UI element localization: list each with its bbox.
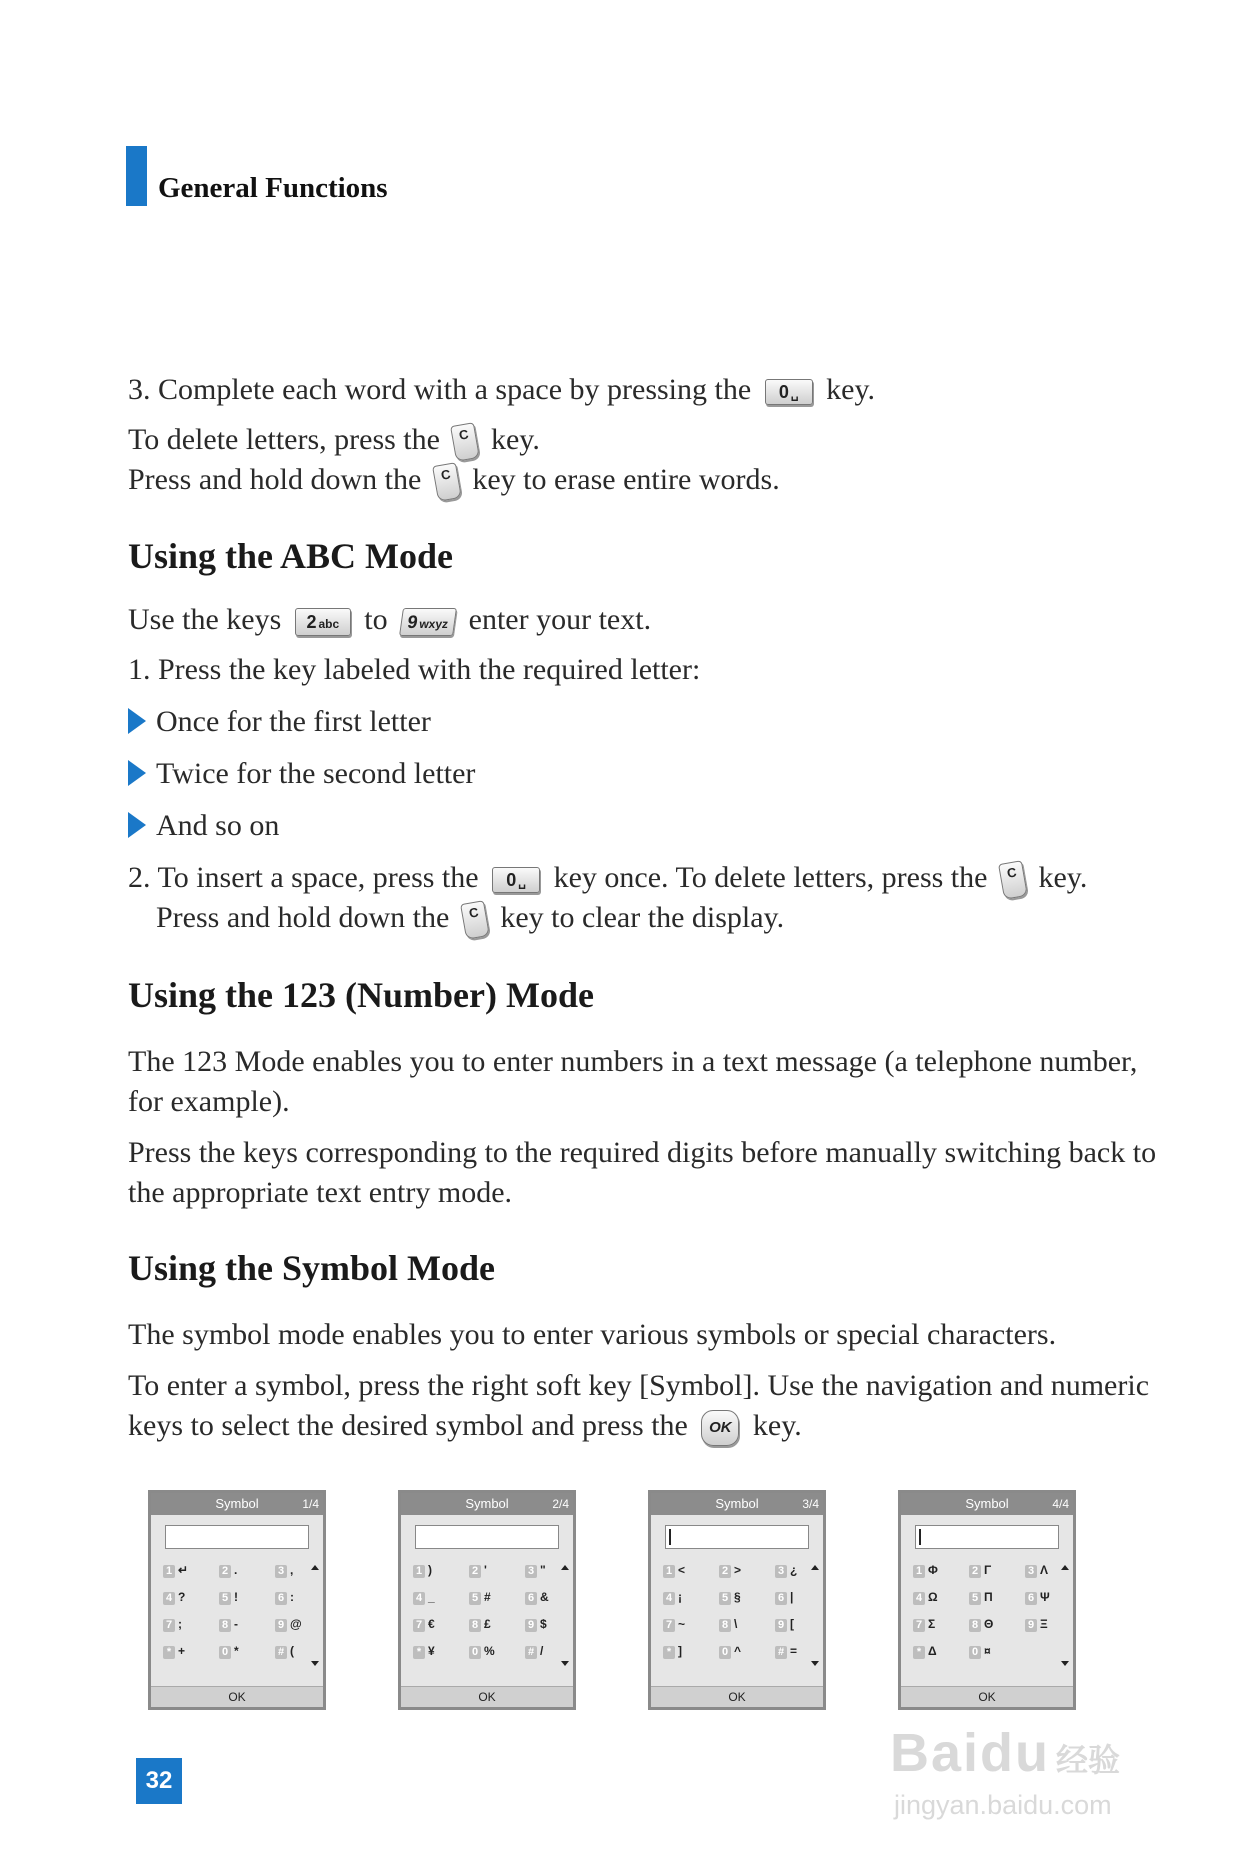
abc-step-2 <box>128 858 1087 898</box>
cell-symbol: . <box>234 1563 238 1577</box>
cell-symbol: < <box>678 1563 686 1577</box>
number-p1-l1: The 123 Mode enables you to enter numbers in a text message (a telephone number, <box>128 1045 1138 1078</box>
symbol-input[interactable] <box>915 1525 1059 1549</box>
symbol-cell[interactable] <box>663 1644 682 1659</box>
cell-key: # <box>275 1646 287 1659</box>
cell-key: 1 <box>163 1565 175 1578</box>
text: keys to select the desired symbol and press the <box>128 1409 688 1442</box>
symbol-cell[interactable] <box>469 1590 491 1605</box>
clear-key-icon: C <box>451 422 481 462</box>
cell-symbol: ↵ <box>178 1563 189 1577</box>
cell-key: 0 <box>469 1646 481 1659</box>
baidu-watermark <box>890 1722 1121 1820</box>
clear-key-icon: C <box>998 860 1028 900</box>
text-caret <box>669 1529 671 1545</box>
phone-title-bar <box>401 1493 573 1515</box>
cell-symbol: ¤ <box>984 1644 991 1658</box>
cell-symbol: , <box>290 1563 294 1577</box>
cell-symbol: - <box>234 1617 238 1631</box>
cell-symbol: > <box>734 1563 742 1577</box>
cell-key: 1 <box>913 1565 925 1578</box>
cell-key: 8 <box>219 1619 231 1632</box>
symbol-cell[interactable] <box>525 1644 543 1659</box>
cell-key: 3 <box>275 1565 287 1578</box>
symbol-cell[interactable] <box>969 1590 993 1605</box>
cell-symbol: ) <box>428 1563 432 1577</box>
phone-title-bar <box>651 1493 823 1515</box>
symbol-cell[interactable] <box>1025 1590 1050 1605</box>
phone-title-bar <box>901 1493 1073 1515</box>
phone-title: Symbol <box>715 1496 759 1511</box>
cell-symbol: [ <box>790 1617 794 1631</box>
symbol-cell[interactable] <box>719 1644 741 1659</box>
cell-symbol: " <box>540 1563 546 1577</box>
cell-key: 0 <box>219 1646 231 1659</box>
cell-symbol: ¿ <box>790 1563 798 1577</box>
text: key once. To delete letters, press the <box>553 861 988 894</box>
cell-symbol: ! <box>234 1590 238 1604</box>
symbol-cell[interactable] <box>969 1563 991 1578</box>
cell-symbol: % <box>484 1644 495 1658</box>
intro-line-2 <box>128 420 540 460</box>
cell-key: 9 <box>1025 1619 1037 1632</box>
cell-symbol: & <box>540 1590 549 1604</box>
symbol-cell[interactable] <box>1025 1563 1048 1578</box>
cell-key: 5 <box>719 1592 731 1605</box>
cell-key: 6 <box>1025 1592 1037 1605</box>
symbol-cell[interactable] <box>525 1590 549 1605</box>
symbol-cell[interactable] <box>775 1617 794 1632</box>
scroll-down-icon <box>561 1661 569 1666</box>
cell-symbol: € <box>428 1617 435 1631</box>
cell-symbol: ( <box>290 1644 294 1658</box>
abc-step-1: 1. Press the key labeled with the required letter: <box>128 653 701 686</box>
symbol-cell[interactable] <box>163 1617 182 1632</box>
abc-step-2-cont <box>156 898 784 938</box>
cell-symbol: ] <box>678 1644 682 1658</box>
symbol-cell[interactable] <box>413 1590 435 1605</box>
phone-title: Symbol <box>965 1496 1009 1511</box>
cell-symbol: ¥ <box>428 1644 435 1658</box>
cell-symbol: Θ <box>984 1617 994 1631</box>
text: key to erase entire words. <box>472 463 780 496</box>
cell-symbol: Δ <box>928 1644 937 1658</box>
cell-key: 5 <box>219 1592 231 1605</box>
number-p1-l2: for example). <box>128 1085 290 1118</box>
text: 3. Complete each word with a space by pressing the <box>128 373 752 406</box>
cell-symbol: Ω <box>928 1590 938 1604</box>
symbol-input[interactable] <box>665 1525 809 1549</box>
cell-key: 9 <box>775 1619 787 1632</box>
phone-title-bar <box>151 1493 323 1515</box>
cell-key: 4 <box>163 1592 175 1605</box>
number-p2-l1: Press the keys corresponding to the required digits before manually switching back to <box>128 1136 1157 1169</box>
symbol-cell[interactable] <box>719 1563 741 1578</box>
symbol-p2-l2 <box>128 1406 802 1446</box>
symbol-cell[interactable] <box>219 1563 237 1578</box>
symbol-cell[interactable] <box>1025 1617 1048 1632</box>
symbol-cell[interactable] <box>719 1617 737 1632</box>
cell-key: 7 <box>663 1619 675 1632</box>
symbol-cell[interactable] <box>525 1563 546 1578</box>
cell-symbol: / <box>540 1644 544 1658</box>
cell-key: 9 <box>525 1619 537 1632</box>
symbol-cell[interactable] <box>275 1590 294 1605</box>
cell-symbol: § <box>734 1590 741 1604</box>
nine-key-icon: 9wxyz <box>399 608 457 636</box>
cell-key: 4 <box>913 1592 925 1605</box>
symbol-cell[interactable] <box>413 1617 435 1632</box>
bullet-item: And so on <box>128 806 279 846</box>
watermark-url: jingyan.baidu.com <box>894 1790 1112 1820</box>
cell-key: 8 <box>719 1619 731 1632</box>
symbol-cell[interactable] <box>663 1590 682 1605</box>
symbol-cell[interactable] <box>775 1590 793 1605</box>
scroll-up-icon <box>1061 1565 1069 1570</box>
scroll-down-icon <box>811 1661 819 1666</box>
cell-key: 6 <box>275 1592 287 1605</box>
text: key. <box>752 1409 802 1442</box>
text: to <box>364 603 388 636</box>
cell-symbol: ~ <box>678 1617 686 1631</box>
cell-key: 2 <box>469 1565 481 1578</box>
phone-screen <box>398 1490 576 1710</box>
cell-key: 5 <box>469 1592 481 1605</box>
symbol-mode-heading: Using the Symbol Mode <box>128 1248 496 1288</box>
symbol-cell[interactable] <box>775 1644 797 1659</box>
cell-symbol: ^ <box>734 1644 742 1658</box>
clear-key-icon: C <box>460 900 490 940</box>
cell-symbol: ¡ <box>678 1590 682 1604</box>
cell-symbol: Π <box>984 1590 993 1604</box>
cell-symbol: Ξ <box>1040 1617 1048 1631</box>
watermark-brand-b: du <box>980 1723 1051 1783</box>
phone-screen <box>648 1490 826 1710</box>
cell-key: 3 <box>525 1565 537 1578</box>
bullet-item: Twice for the second letter <box>128 754 475 794</box>
cell-symbol: Ψ <box>1040 1590 1050 1604</box>
abc-mode-heading: Using the ABC Mode <box>128 536 454 576</box>
cell-symbol: ' <box>484 1563 487 1577</box>
scroll-up-icon <box>311 1565 319 1570</box>
symbol-cell[interactable] <box>219 1617 238 1632</box>
scroll-down-icon <box>311 1661 319 1666</box>
cell-key: 8 <box>969 1619 981 1632</box>
cell-key: # <box>775 1646 787 1659</box>
scroll-up-icon <box>561 1565 569 1570</box>
symbol-cell[interactable] <box>913 1617 935 1632</box>
cell-key: 1 <box>413 1565 425 1578</box>
number-mode-heading: Using the 123 (Number) Mode <box>128 975 594 1015</box>
text: key. <box>1038 861 1088 894</box>
watermark-brand: Bai <box>890 1723 981 1783</box>
symbol-cell[interactable] <box>275 1617 302 1632</box>
abc-keys-line <box>128 600 651 640</box>
text: To delete letters, press the <box>128 423 440 456</box>
symbol-cell[interactable] <box>663 1617 685 1632</box>
phone-page: 4/4 <box>1052 1497 1069 1511</box>
symbol-cell[interactable] <box>525 1617 547 1632</box>
text: enter your text. <box>468 603 652 636</box>
cell-key: 0 <box>969 1646 981 1659</box>
cell-key: 7 <box>163 1619 175 1632</box>
text: Press and hold down the <box>128 463 422 496</box>
phone-title: Symbol <box>465 1496 509 1511</box>
symbol-cell[interactable] <box>913 1563 938 1578</box>
cell-symbol: \ <box>734 1617 738 1631</box>
text-caret <box>919 1529 921 1545</box>
symbol-cell[interactable] <box>163 1590 185 1605</box>
symbol-cell[interactable] <box>663 1563 685 1578</box>
text: key. <box>826 373 876 406</box>
text: 2. To insert a space, press the <box>128 861 479 894</box>
page-number: 32 <box>136 1758 182 1804</box>
symbol-cell[interactable] <box>913 1590 938 1605</box>
cell-symbol: _ <box>428 1590 435 1604</box>
symbol-input[interactable] <box>415 1525 559 1549</box>
cell-key: 9 <box>275 1619 287 1632</box>
symbol-p1: The symbol mode enables you to enter various symbols or special characters. <box>128 1318 1057 1351</box>
text: Press and hold down the <box>156 901 450 934</box>
symbol-cell[interactable] <box>413 1563 432 1578</box>
cell-key: 7 <box>913 1619 925 1632</box>
symbol-cell[interactable] <box>775 1563 797 1578</box>
text: key to clear the display. <box>500 901 785 934</box>
ok-softkey[interactable]: OK <box>901 1686 1073 1707</box>
cell-key: 2 <box>969 1565 981 1578</box>
symbol-cell[interactable] <box>719 1590 741 1605</box>
cell-key: 4 <box>413 1592 425 1605</box>
section-marker <box>126 146 147 206</box>
cell-key: 3 <box>1025 1565 1037 1578</box>
cell-key: * <box>413 1646 425 1659</box>
symbol-cell[interactable] <box>469 1563 487 1578</box>
symbol-cell[interactable] <box>163 1563 188 1578</box>
symbol-cell[interactable] <box>413 1644 435 1659</box>
phone-title: Symbol <box>215 1496 259 1511</box>
cell-key: * <box>163 1646 175 1659</box>
cell-key: 6 <box>775 1592 787 1605</box>
cell-key: 8 <box>469 1619 481 1632</box>
symbol-cell[interactable] <box>469 1644 495 1659</box>
cell-symbol: = <box>790 1644 798 1658</box>
phone-screen <box>898 1490 1076 1710</box>
cell-symbol: Λ <box>1040 1563 1049 1577</box>
cell-symbol: $ <box>540 1617 547 1631</box>
cell-symbol: * <box>234 1644 239 1658</box>
cell-key: 7 <box>413 1619 425 1632</box>
cell-symbol: | <box>790 1590 794 1604</box>
zero-key-icon: 0 ␣ <box>492 867 540 893</box>
phone-page: 1/4 <box>302 1497 319 1511</box>
text: key. <box>490 423 540 456</box>
phone-page: 2/4 <box>552 1497 569 1511</box>
cell-key: 1 <box>663 1565 675 1578</box>
symbol-cell[interactable] <box>219 1590 238 1605</box>
symbol-cell[interactable] <box>275 1563 293 1578</box>
cell-key: * <box>913 1646 925 1659</box>
intro-line-3 <box>128 460 780 500</box>
section-title: General Functions <box>158 172 388 204</box>
symbol-cell[interactable] <box>163 1644 185 1659</box>
cell-symbol: # <box>484 1590 491 1604</box>
cell-symbol: ; <box>178 1617 182 1631</box>
cell-key: 3 <box>775 1565 787 1578</box>
scroll-up-icon <box>811 1565 819 1570</box>
cell-key: # <box>525 1646 537 1659</box>
cell-key: * <box>663 1646 675 1659</box>
number-p2-l2: the appropriate text entry mode. <box>128 1176 513 1209</box>
cell-symbol: : <box>290 1590 294 1604</box>
zero-key-icon: 0 ␣ <box>765 379 813 405</box>
symbol-input[interactable] <box>165 1525 309 1549</box>
phone-screen <box>148 1490 326 1710</box>
cell-symbol: Φ <box>928 1563 938 1577</box>
cell-symbol: Γ <box>984 1563 992 1577</box>
cell-key: 6 <box>525 1592 537 1605</box>
phone-page: 3/4 <box>802 1497 819 1511</box>
intro-line-1 <box>128 370 875 410</box>
symbol-cell[interactable] <box>969 1644 991 1659</box>
symbol-cell[interactable] <box>219 1644 239 1659</box>
clear-key-icon: C <box>432 462 462 502</box>
two-key-icon: 2 abc <box>295 608 351 636</box>
cell-symbol: + <box>178 1644 186 1658</box>
text: Use the keys <box>128 603 282 636</box>
scroll-down-icon <box>1061 1661 1069 1666</box>
cell-symbol: £ <box>484 1617 491 1631</box>
symbol-p2-l1: To enter a symbol, press the right soft key [Symbol]. Use the navigation and numeric <box>128 1369 1150 1402</box>
bullet-item: Once for the first letter <box>128 702 431 742</box>
cell-key: 0 <box>719 1646 731 1659</box>
symbol-cell[interactable] <box>913 1644 937 1659</box>
cell-key: 4 <box>663 1592 675 1605</box>
cell-key: 5 <box>969 1592 981 1605</box>
cell-key: 2 <box>719 1565 731 1578</box>
symbol-cell[interactable] <box>469 1617 491 1632</box>
ok-key-icon: OK <box>701 1410 739 1446</box>
cell-symbol: Σ <box>928 1617 936 1631</box>
watermark-cn: 经验 <box>1056 1742 1121 1778</box>
ok-softkey[interactable]: OK <box>401 1686 573 1707</box>
ok-softkey[interactable]: OK <box>651 1686 823 1707</box>
symbol-cell[interactable] <box>969 1617 993 1632</box>
ok-softkey[interactable]: OK <box>151 1686 323 1707</box>
cell-symbol: @ <box>290 1617 302 1631</box>
cell-key: 2 <box>219 1565 231 1578</box>
cell-symbol: ? <box>178 1590 186 1604</box>
symbol-cell[interactable] <box>275 1644 294 1659</box>
